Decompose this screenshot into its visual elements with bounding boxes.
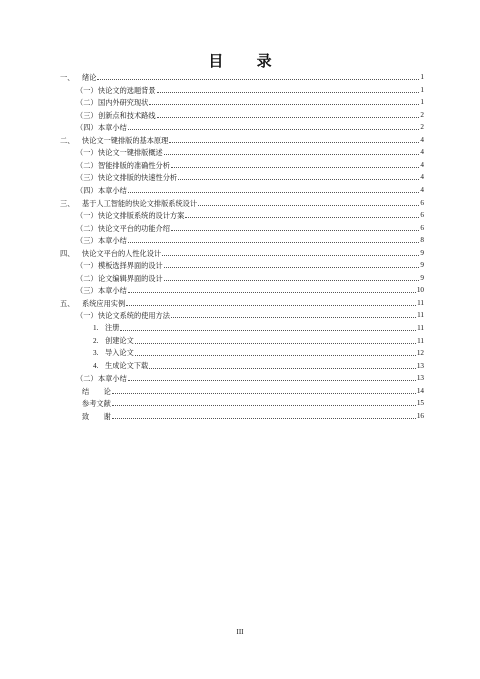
toc-leader-dots [171,229,420,231]
toc-entry-label: 致 谢 [82,411,111,421]
toc-entry-label: 模板选择界面的设计 [98,261,163,271]
toc-entry [60,384,424,396]
toc-entry-number: （一） [76,85,98,95]
toc-entry-number: 1. [93,324,99,332]
toc-entry-page: 4 [420,173,424,182]
toc-entry-number: （二） [76,98,98,108]
toc-entry [60,346,424,358]
toc-entry-label: 智能排版的准确性分析 [98,160,170,170]
toc-entry-label: 系统应用实例 [82,298,126,308]
toc-leader-dots [178,178,419,180]
toc-entry-label: 创建论文 [105,336,134,345]
toc-leader-dots [97,78,419,80]
toc-entry-number: 2. [93,336,99,345]
toc-leader-dots [128,241,420,243]
toc-entry [60,296,424,308]
toc-title: 目 录 [208,52,286,70]
toc-entry [60,359,424,371]
toc-entry-page: 13 [416,374,424,383]
toc-entry-number: （四） [76,185,98,195]
toc-leader-dots [112,404,416,406]
toc-entry-number: 二、 [60,135,75,145]
toc-entry-number: 五、 [60,298,75,308]
toc-entry [60,246,424,258]
toc-entry-label: 结 论 [82,386,111,396]
page-number-footer: III [236,628,244,636]
toc-entry-number: （一） [76,261,98,271]
toc-entry-number: （二） [76,374,98,384]
toc-leader-dots [171,316,416,318]
toc-entry [60,271,424,283]
toc-entry [60,183,424,195]
toc-leader-dots [128,128,420,130]
toc-entry [60,70,424,82]
toc-entry-label: 创新点和技术路线 [98,110,156,120]
toc-entry-label: 论文编辑界面的设计 [98,273,163,283]
toc-entry-number: （三） [76,110,98,120]
toc-entry-page: 11 [417,311,424,320]
toc-entry-page: 1 [420,98,424,107]
toc-entry-number: （一） [76,148,98,158]
toc-leader-dots [126,304,416,306]
toc-entry-label: 快论文排版的快速性分析 [98,173,178,183]
toc-entry-page: 6 [420,223,424,232]
toc-entry-number: （二） [76,160,98,170]
toc-entry-label: 注册 [105,324,120,332]
toc-entry-page: 6 [420,211,424,220]
toc-entry-number: （二） [76,223,98,233]
toc-entry [60,321,424,333]
toc-entry-page: 9 [420,261,424,270]
toc-entry-number: （三） [76,286,98,296]
toc-entry [60,371,424,383]
toc-entry [60,409,424,421]
toc-leader-dots [171,166,420,168]
toc-entry-page: 11 [417,336,424,345]
toc-leader-dots [112,392,416,394]
toc-leader-dots [198,204,419,206]
toc-leader-dots [128,291,416,293]
toc-entry-page: 16 [416,411,424,420]
toc-entry-page: 10 [416,286,424,295]
toc-leader-dots [128,379,416,381]
toc-entry [60,258,424,270]
toc-entry [60,158,424,170]
toc-entry [60,145,424,157]
toc-entry-label: 本章小结 [98,236,127,246]
toc-entry-number: （一） [76,211,98,221]
toc-entry-label: 国内外研究现状 [98,98,149,108]
toc-entry-number: （三） [76,236,98,246]
toc-leader-dots [149,103,419,105]
toc-entry-page: 12 [416,349,424,358]
toc-leader-dots [164,279,420,281]
toc-entry [60,95,424,107]
toc-leader-dots [185,216,419,218]
toc-entry-number: 四、 [60,248,75,258]
toc-entry-label: 绪论 [82,73,97,82]
toc-entry-label: 本章小结 [98,374,127,384]
toc-entry-label: 快论文一键排版的基本原理 [82,135,169,145]
toc-entry [60,283,424,295]
toc-entry-label: 生成论文下载 [105,361,149,370]
toc-entry-page: 9 [420,273,424,282]
toc-entry-number: （二） [76,273,98,283]
toc-entry-number: 4. [93,361,99,370]
toc-entry-label: 基于人工智能的快论文排版系统设计 [82,198,198,208]
toc-entry-label: 本章小结 [98,123,127,133]
toc-leader-dots [128,191,420,193]
toc-entry [60,120,424,132]
toc-entry-number: （三） [76,173,98,183]
toc-leader-dots [164,153,420,155]
toc-entry-label: 快论文的选题背景 [98,85,156,95]
toc-entry-page: 1 [420,85,424,94]
toc-entry-page: 4 [420,135,424,144]
toc-leader-dots [149,367,416,369]
toc-leader-dots [169,141,419,143]
toc-leader-dots [157,91,420,93]
toc-entry-label: 快论文一键排版概述 [98,148,163,158]
toc-leader-dots [162,254,419,256]
toc-entry-page: 9 [420,248,424,257]
toc-entry-page: 2 [420,110,424,119]
toc-entry [60,308,424,320]
toc-entry-page: 1 [420,73,424,81]
toc-entry-page: 2 [420,123,424,132]
toc-entry-label: 快论文平台的功能介绍 [98,223,170,233]
toc-entry-label: 本章小结 [98,185,127,195]
toc-entry-label: 参考文献 [82,399,111,409]
toc-entry [60,208,424,220]
toc-leader-dots [112,417,416,419]
toc-entry [60,233,424,245]
toc-entry-page: 8 [420,236,424,245]
toc-entry-page: 15 [416,399,424,408]
toc-leader-dots [157,116,420,118]
toc-entry [60,83,424,95]
toc-entry-number: 3. [93,349,99,358]
toc-entry [60,396,424,408]
toc-entry-page: 4 [420,160,424,169]
toc-entry-label: 本章小结 [98,286,127,296]
toc-leader-dots [135,354,416,356]
toc-entry-label: 快论文系统的使用方法 [98,311,170,321]
toc-entry-number: （一） [76,311,98,321]
toc-entry-page: 4 [420,185,424,194]
toc-entry-number: （四） [76,123,98,133]
toc-entry-page: 11 [417,324,424,332]
toc-entry-label: 导入论文 [105,349,134,358]
toc-entry-page: 14 [416,386,424,395]
toc-entry [60,108,424,120]
toc-leader-dots [120,329,416,331]
toc-leader-dots [164,266,420,268]
toc-entry [60,170,424,182]
toc-entry-page: 6 [420,198,424,207]
toc-entry-label: 快论文排版系统的设计方案 [98,211,185,221]
toc-entry [60,221,424,233]
toc-entry [60,334,424,346]
toc-entry [60,133,424,145]
toc-entry-page: 4 [420,148,424,157]
toc-entry-page: 11 [417,298,424,307]
toc-leader-dots [135,342,416,344]
toc-entry-number: 三、 [60,198,75,208]
toc-entry-label: 快论文平台的人性化设计 [82,248,162,258]
toc-entry-number: 一、 [60,73,75,82]
toc-entry [60,196,424,208]
toc-entry-page: 13 [416,361,424,370]
